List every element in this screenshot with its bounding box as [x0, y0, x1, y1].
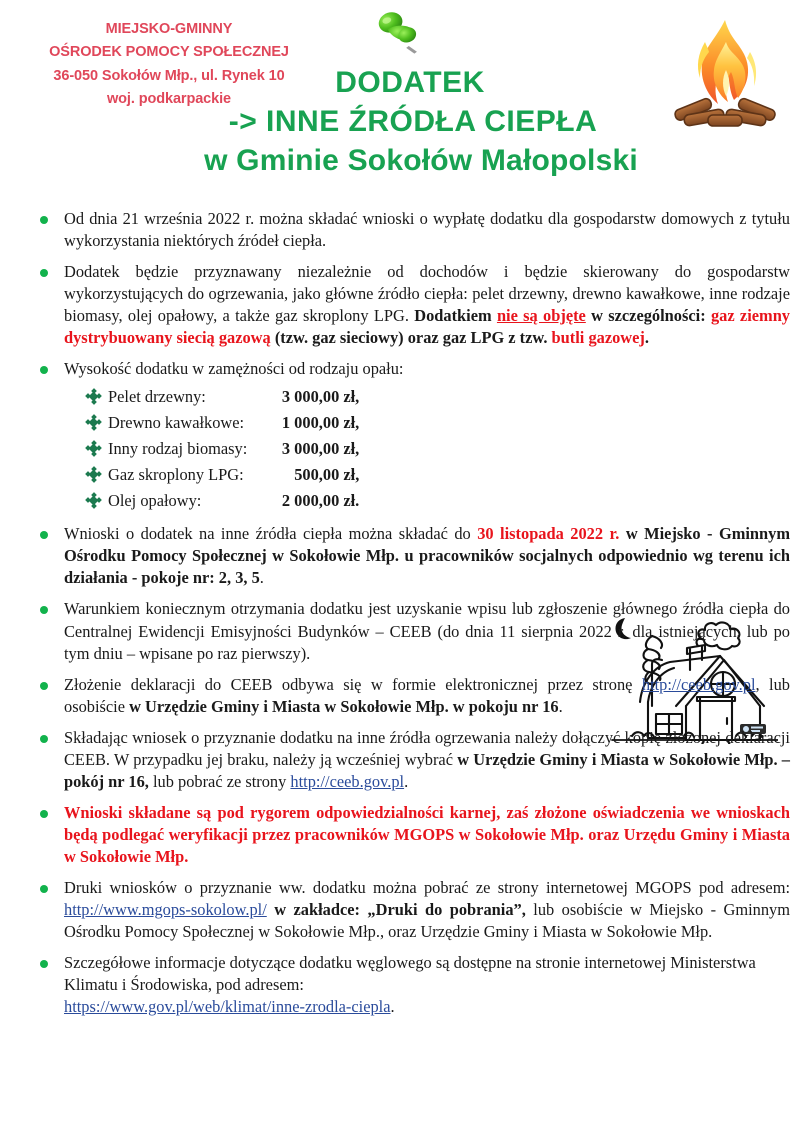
- bullet-4-deadline-date: 30 listopada 2022 r.: [477, 524, 620, 544]
- fuel-amounts-intro: Wysokość dodatku w zamężności od rodzaju opału:: [64, 359, 404, 379]
- list-item: [34, 802, 790, 868]
- announcement-bullet-list: [34, 208, 790, 1019]
- bullet-7-mid: lub pobrać ze strony: [148, 771, 291, 791]
- bullet-2-bold-tzw: (tzw. gaz sieciowy) oraz gaz LPG z tzw.: [270, 328, 552, 348]
- document-body: [0, 208, 800, 1019]
- list-item: [34, 598, 790, 664]
- org-line-2: OŚRODEK POMOCY SPOŁECZNEJ: [49, 44, 289, 61]
- fuel-name: Gaz skroplony LPG:: [108, 464, 244, 484]
- diamond-bullet-icon: [86, 462, 108, 488]
- fuel-amount: 3 000,00 zł,: [281, 386, 360, 406]
- list-item: [34, 208, 790, 252]
- list-item: [34, 261, 790, 349]
- fuel-amounts-table: [86, 384, 359, 514]
- bullet-2-red-gas-bottle: butli gazowej: [551, 328, 645, 348]
- fuel-amount: 1 000,00 zł,: [281, 412, 360, 432]
- list-item: [34, 523, 790, 589]
- bullet-6-mid: , lub osobiście: [64, 674, 790, 716]
- diamond-bullet-icon: [86, 384, 108, 410]
- fuel-name: Olej opałowy:: [108, 490, 202, 510]
- bullet-2-excluded-emphasis: nie są objęte: [496, 306, 586, 326]
- fuel-amount: 3 000,00 zł,: [281, 438, 360, 458]
- fuel-amount: 500,00 zł,: [294, 464, 360, 484]
- bullet-7-intro: Składając wniosek o przyznanie dodatku na inne źródła ogrzewania należy dołączyć kopię złożonej deklaracji CEEB. W przypadku jej braku, należy ją wcześniej wybrać: [64, 727, 790, 769]
- list-item: [34, 727, 790, 793]
- table-row: [86, 488, 359, 514]
- ceeb-link-1[interactable]: http://ceeb.gov.pl: [641, 674, 756, 694]
- bullet-5-text: Warunkiem koniecznym otrzymania dodatku jest uzyskanie wpisu lub zgłoszenie głównego źródła ciepła do Centralnej Ewidencji Emisyjności Budynków – CEEB (do dnia 11 sierpnia 2022 r. dla istniejących, lub po tym dniu – wpisane po raz pierwszy).: [64, 599, 790, 663]
- bullet-8-warning-text: Wnioski składane są pod rygorem odpowiedzialności karnej, zaś złożone oświadczenia we wnioskach będą podlegać weryfikacji przez pracowników MGOPS w Sokołowie Młp. oraz Urzędu Gminy i Miasta w Sokołowie Młp.: [64, 802, 790, 867]
- org-line-1: MIEJSKO-GMINNY: [105, 21, 233, 37]
- list-item: [34, 358, 790, 514]
- list-item: [34, 877, 790, 943]
- diamond-bullet-icon: [86, 410, 108, 436]
- pushpin-icon: [372, 4, 428, 62]
- bullet-7-office-room: w Urzędzie Gminy i Miasta w Sokołowie Młp. – pokój nr 16,: [64, 749, 790, 791]
- ministry-website-link[interactable]: https://www.gov.pl/web/klimat/inne-zrodla-ciepla: [64, 997, 391, 1017]
- bullet-4-tail: .: [259, 568, 264, 588]
- table-row: [86, 462, 359, 488]
- document-header: [0, 0, 800, 208]
- bullet-4-intro: Wnioski o dodatek na inne źródła ciepła można składać do: [64, 524, 478, 544]
- bullet-2-bold-period: .: [644, 328, 649, 348]
- table-row: [86, 436, 359, 462]
- campfire-icon: [668, 12, 782, 140]
- list-item: [34, 952, 790, 1018]
- bullet-1-text: Od dnia 21 września 2022 r. można składać wnioski o wypłatę dodatku dla gospodarstw domowych z tytułu wykorzystania niektórych źródeł ciepła.: [64, 209, 790, 251]
- fuel-name: Pelet drzewny:: [108, 386, 206, 406]
- title-line-1: DODATEK: [335, 66, 485, 99]
- bullet-10-tail: .: [390, 997, 395, 1017]
- bullet-10-intro: Szczegółowe informacje dotyczące dodatku węglowego są dostępne na stronie internetowej Ministerstwa Klimatu i Środowiska, pod adresem:: [64, 953, 756, 995]
- title-line-2: -> INNE ŹRÓDŁA CIEPŁA: [228, 104, 598, 138]
- bullet-6-tail: .: [558, 696, 563, 716]
- fuel-name: Drewno kawałkowe:: [108, 412, 245, 432]
- bullet-6-intro: Złożenie deklaracji do CEEB odbywa się w formie elektronicznej przez stronę: [64, 674, 642, 694]
- page-title: [150, 64, 670, 180]
- ceeb-link-2[interactable]: http://ceeb.gov.pl: [290, 771, 405, 791]
- bullet-9-tail: lub osobiście w Miejsko - Gminnym Ośrodku Pomocy Społecznej w Sokołowie Młp., oraz Urzędzie Gminy i Miasta w Sokołowie Młp.: [64, 900, 790, 942]
- diamond-bullet-icon: [86, 436, 108, 462]
- bullet-2-bold-dodatkiem: Dodatkiem: [414, 306, 497, 326]
- diamond-bullet-icon: [86, 488, 108, 514]
- table-row: [86, 410, 359, 436]
- fuel-amounts-table-wrap: [64, 384, 790, 514]
- bullet-9-tab-label: w zakładce: „Druki do pobrania”,: [266, 900, 526, 920]
- bullet-2-bold-mid: w szczególności:: [585, 306, 711, 326]
- list-item: [34, 674, 790, 718]
- org-line-3: 36-050 Sokołów Młp., ul. Rynek 10: [53, 67, 285, 84]
- org-line-4: woj. podkarpackie: [106, 91, 231, 108]
- title-line-3: w Gminie Sokołów Małopolski: [204, 143, 638, 177]
- bullet-7-tail: .: [404, 771, 409, 791]
- fuel-amount: 2 000,00 zł.: [281, 490, 360, 510]
- bullet-9-intro: Druki wniosków o przyznanie ww. dodatku można pobrać ze strony internetowej MGOPS pod adresem:: [64, 878, 790, 898]
- bullet-4-office-info: w Miejsko - Gminnym Ośrodku Pomocy Społecznej w Sokołowie Młp. u pracowników socjalnych odpowiednio wg terenu ich działania - pokoje nr: 2, 3, 5: [64, 524, 790, 588]
- mgops-website-link[interactable]: http://www.mgops-sokolow.pl/: [64, 900, 267, 920]
- fuel-name: Inny rodzaj biomasy:: [108, 438, 248, 458]
- bullet-6-office-room: w Urzędzie Gminy i Miasta w Sokołowie Młp. w pokoju nr 16: [129, 696, 559, 716]
- bullet-2-red-gas-network: gaz ziemny dystrybuowany siecią gazową: [64, 306, 790, 348]
- table-row: [86, 384, 359, 410]
- bullet-2-intro: Dodatek będzie przyznawany niezależnie od dochodów i będzie skierowany do gospodarstw wykorzystujących do ogrzewania, jako główne źródło ciepła: pelet drzewny, drewno kawałkowe, inne rodzaje biomasy, olej opałowy, a także gaz skroplony LPG.: [64, 262, 790, 326]
